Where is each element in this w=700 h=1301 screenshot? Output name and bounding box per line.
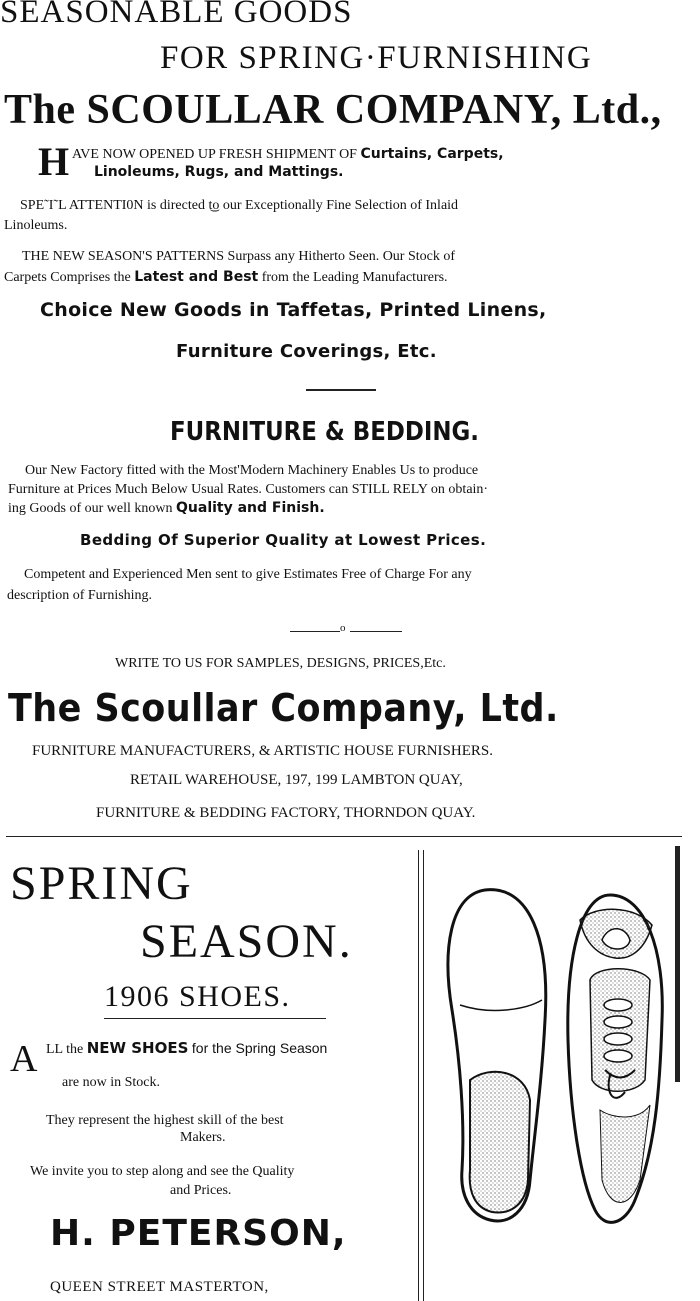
intro-drop-initial: H: [38, 139, 70, 184]
intro-bold-curtains: Curtains, Carpets,: [360, 146, 504, 162]
estimates-line-2: description of Furnishing.: [7, 588, 153, 603]
shoes-heading-underline: [104, 1018, 326, 1019]
shoe-sole-icon: [448, 890, 546, 1221]
shoe-oxford-icon: [568, 895, 662, 1222]
write-to-us-line: WRITE TO US FOR SAMPLES, DESIGNS, PRICES,Etc.: [115, 656, 446, 671]
factory-line-1: Our New Factory fitted with the Most'Modern Machinery Enables Us to produce: [25, 463, 479, 478]
represent-line-2: Makers.: [180, 1130, 226, 1145]
shoes-illustration: [430, 880, 675, 1240]
headline-spring-furnishing: FOR SPRING·FURNISHING: [160, 40, 593, 76]
shoes-heading: 1906 SHOES.: [104, 980, 291, 1013]
peterson-address: QUEEN STREET MASTERTON,: [50, 1279, 269, 1295]
all-text-b: for the Spring Season: [191, 1040, 328, 1056]
short-divider: [306, 389, 376, 391]
patterns-line-2: [4, 269, 448, 286]
in-stock-line: are now in Stock.: [62, 1075, 160, 1090]
all-bold-new-shoes: NEW SHOES: [86, 1039, 189, 1057]
ad-separator-line: [6, 836, 682, 837]
all-text-a: LL the: [46, 1042, 84, 1057]
furniture-bedding-heading: FURNITURE & BEDDING.: [170, 417, 480, 447]
manufacturers-line: FURNITURE MANUFACTURERS, & ARTISTIC HOUSE FURNISHERS.: [32, 743, 493, 759]
invite-line-2: and Prices.: [170, 1183, 232, 1198]
ornament-divider-left: [290, 631, 340, 632]
spring-heading: SPRING: [10, 857, 193, 910]
choice-goods-line-2: Furniture Coverings, Etc.: [176, 341, 437, 362]
special-attention-line-2: Linoleums.: [4, 218, 68, 233]
headline-seasonable-goods: SEASONABLE GOODS: [0, 0, 353, 30]
factory-address-line: FURNITURE & BEDDING FACTORY, THORNDON QUAY.: [96, 805, 476, 821]
right-border-bar: [675, 846, 680, 1082]
peterson-name: H. PETERSON,: [50, 1213, 347, 1254]
represent-line-1: They represent the highest skill of the best: [46, 1113, 284, 1128]
choice-goods-line-1: Choice New Goods in Taffetas, Printed Linens,: [40, 299, 547, 321]
factory-text-a: ing Goods of our well known: [8, 501, 173, 516]
bedding-quality-line: Bedding Of Superior Quality at Lowest Prices.: [80, 531, 487, 549]
intro-line-2: Linoleums, Rugs, and Mattings.: [94, 164, 344, 180]
patterns-text-a: Carpets Comprises the: [4, 270, 131, 285]
patterns-line-1: THE NEW SEASON'S PATTERNS Surpass any Hitherto Seen. Our Stock of: [22, 249, 456, 264]
company-signature: The Scoullar Company, Ltd.: [8, 686, 559, 730]
intro-line-1: [72, 146, 504, 163]
all-drop-initial: A: [10, 1038, 38, 1080]
factory-bold-quality: Quality and Finish.: [176, 500, 325, 516]
ornament-divider-right: [350, 631, 402, 632]
company-title: The SCOULLAR COMPANY, Ltd.,: [4, 87, 662, 133]
intro-text: AVE NOW OPENED UP FRESH SHIPMENT OF: [72, 147, 357, 162]
column-divider-1: [418, 850, 419, 1301]
invite-line-1: We invite you to step along and see the Quality: [30, 1164, 295, 1179]
factory-line-3: [8, 500, 325, 517]
factory-line-2: Furniture at Prices Much Below Usual Rates. Customers can STILL RELY on obtain·: [8, 482, 489, 497]
patterns-bold-latest: Latest and Best: [134, 269, 259, 285]
retail-warehouse-line: RETAIL WAREHOUSE, 197, 199 LAMBTON QUAY,: [130, 772, 463, 788]
ornament-divider-glyph: o: [340, 622, 346, 634]
season-heading: SEASON.: [140, 915, 353, 968]
column-divider-2: [423, 850, 424, 1301]
special-attention-line-1: SPE˜I˜L ATTENTI0N is directed t͜o our Exceptionally Fine Selection of Inlaid: [20, 198, 459, 213]
estimates-line-1: Competent and Experienced Men sent to give Estimates Free of Charge For any: [24, 567, 472, 582]
patterns-text-c: from the Leading Manufacturers.: [261, 270, 448, 285]
all-new-shoes-line: [46, 1039, 327, 1058]
